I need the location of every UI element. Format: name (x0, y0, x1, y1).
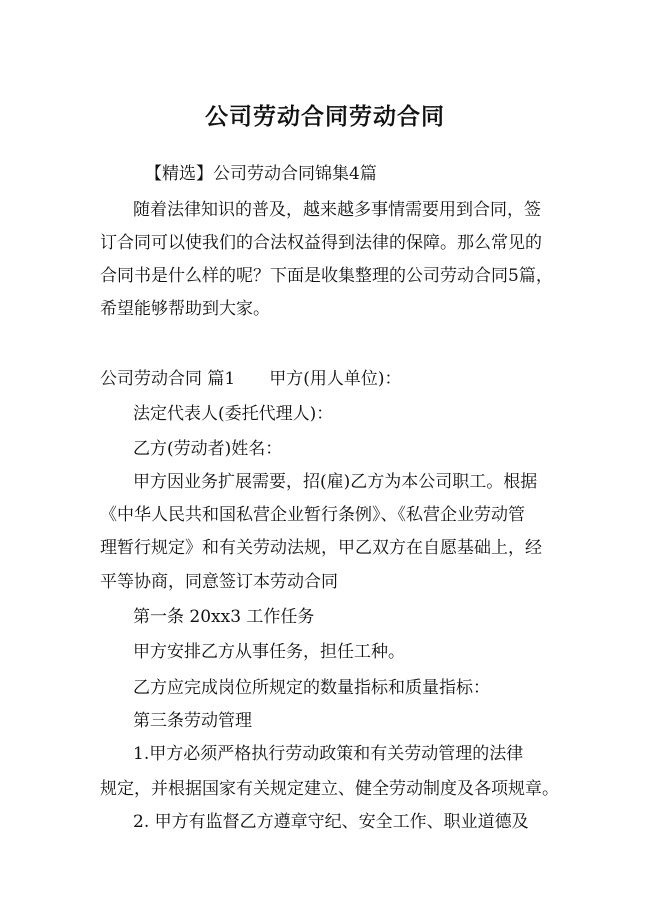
paragraph-line: 甲方因业务扩展需要，招(雇)乙方为本公司职工。根据 (133, 472, 538, 492)
section-heading: 公司劳动合同 篇1 (100, 369, 236, 389)
paragraph-line: 理暂行规定》和有关劳动法规，甲乙双方在自愿基础上，经 (100, 538, 542, 558)
paragraph-line: 平等协商，同意签订本劳动合同 (100, 572, 338, 592)
article-1-heading: 第一条 20xx3 工作任务 (133, 607, 315, 627)
paragraph-line: 希望能够帮助到大家。 (100, 299, 270, 319)
paragraph-line: 合同书是什么样的呢？下面是收集整理的公司劳动合同5篇， (100, 266, 553, 286)
intro-line: 【精选】公司劳动合同锦集4篇 (145, 164, 377, 184)
party-a-label: 甲方(用人单位)： (269, 369, 402, 389)
paragraph-line: 订合同可以使我们的合法权益得到法律的保障。那么常见的 (100, 233, 542, 253)
item-1-line: 1.甲方必须严格执行劳动政策和有关劳动管理的法律 (133, 744, 524, 764)
item-1-line: 规定，并根据国家有关规定建立、健全劳动制度及各项规章。 (100, 779, 559, 799)
legal-rep-label: 法定代表人(委托代理人)： (133, 404, 334, 424)
article-3-heading: 第三条劳动管理 (133, 711, 252, 731)
section-heading-row (100, 367, 402, 391)
party-b-name-label: 乙方(劳动者)姓名： (133, 439, 283, 459)
document-title: 公司劳动合同劳动合同 (205, 104, 445, 130)
paragraph-line: 《中华人民共和国私营企业暂行条例》、《私营企业劳动管 (100, 505, 525, 525)
task-assign-line: 甲方安排乙方从事任务，担任工种。 (133, 642, 405, 662)
item-2-line: 2. 甲方有监督乙方遵章守纪、安全工作、职业道德及 (133, 812, 529, 832)
paragraph-line: 随着法律知识的普及，越来越多事情需要用到合同，签 (133, 200, 541, 220)
task-complete-line: 乙方应完成岗位所规定的数量指标和质量指标： (133, 678, 490, 698)
